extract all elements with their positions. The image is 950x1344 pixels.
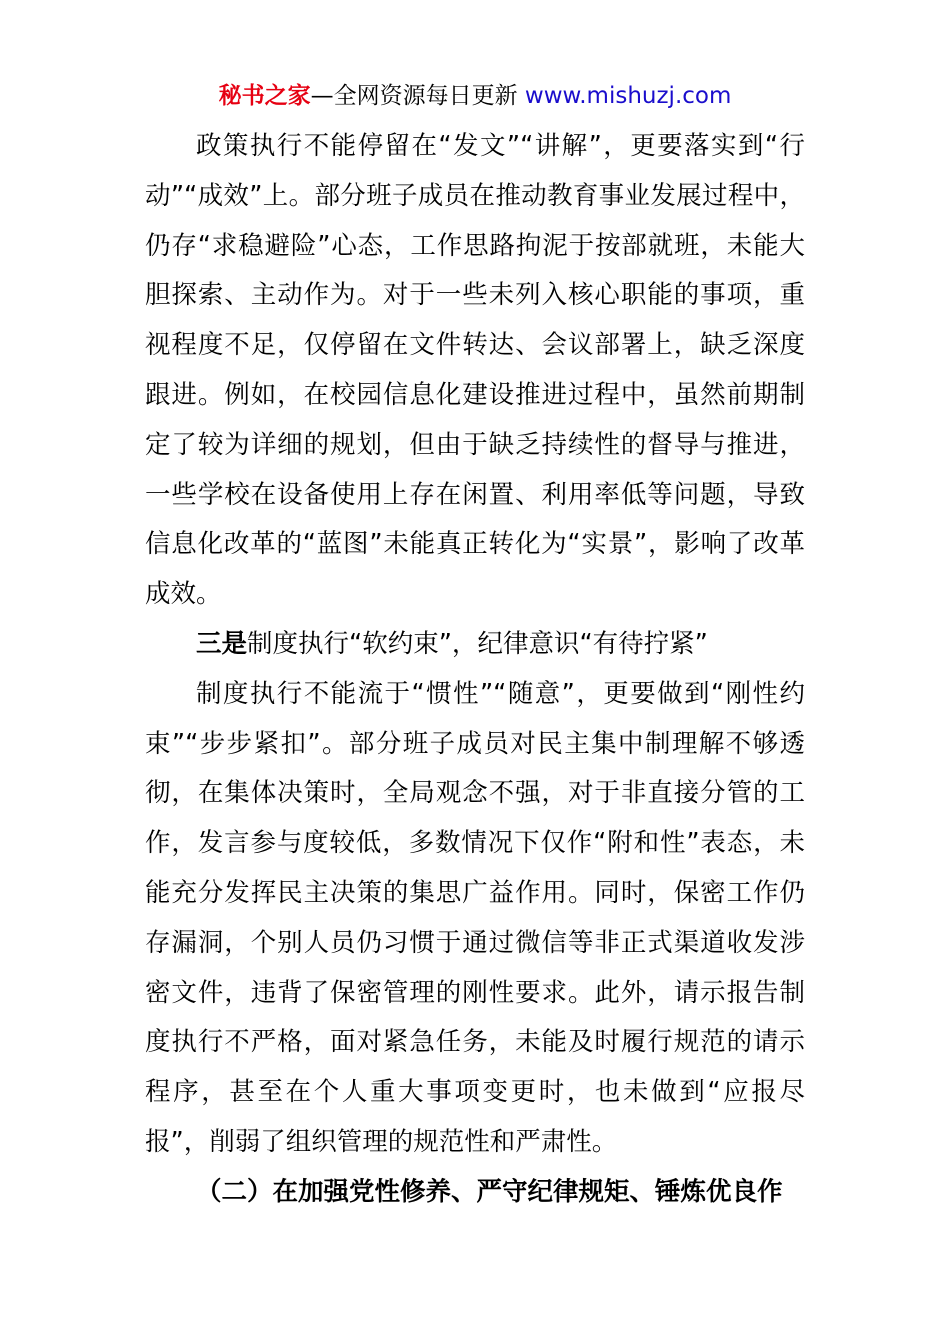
header-tagline: —全网资源每日更新 xyxy=(310,83,518,109)
section-two-heading: （二）在加强党性修养、严守纪律规矩、锤炼优良作 xyxy=(196,1176,783,1207)
document-body xyxy=(145,122,805,1218)
paragraph-policy-execution: 政策执行不能停留在“发文”“讲解”，更要落实到“行动”“成效”上。部分班子成员在推动教育事业发展过程中，仍存“求稳避险”心态，工作思路拘泥于按部就班，未能大胆探索、主动作为。对于一些未列入核心职能的事项，重视程度不足，仅停留在文件转达、会议部署上，缺乏深度跟进。例如，在校园信息化建设推进过程中，虽然前期制定了较为详细的规划，但由于缺乏持续性的督导与推进，一些学校在设备使用上存在闲置、利用率低等问题，导致信息化改革的“蓝图”未能真正转化为“实景”，影响了改革成效。 xyxy=(145,131,805,610)
page-header xyxy=(0,80,950,112)
heading-lead: 三是 xyxy=(196,628,248,659)
heading-point-three xyxy=(145,620,805,670)
site-link[interactable]: www.mishuzj.com xyxy=(524,83,732,109)
paragraph-system-execution: 制度执行不能流于“惯性”“随意”，更要做到“刚性约束”“步步紧扣”。部分班子成员对民主集中制理解不够透彻，在集体决策时，全局观念不强，对于非直接分管的工作，发言参与度较低，多数情况下仅作“附和性”表态，未能充分发挥民主决策的集思广益作用。同时，保密工作仍存漏洞，个别人员仍习惯于通过微信等非正式渠道收发涉密文件，违背了保密管理的刚性要求。此外，请示报告制度执行不严格，面对紧急任务，未能及时履行规范的请示程序，甚至在个人重大事项变更时，也未做到“应报尽报”，削弱了组织管理的规范性和严肃性。 xyxy=(145,678,805,1157)
brand-name: 秘书之家 xyxy=(218,83,311,109)
heading-text: 制度执行“软约束”，纪律意识“有待拧紧” xyxy=(247,628,708,659)
